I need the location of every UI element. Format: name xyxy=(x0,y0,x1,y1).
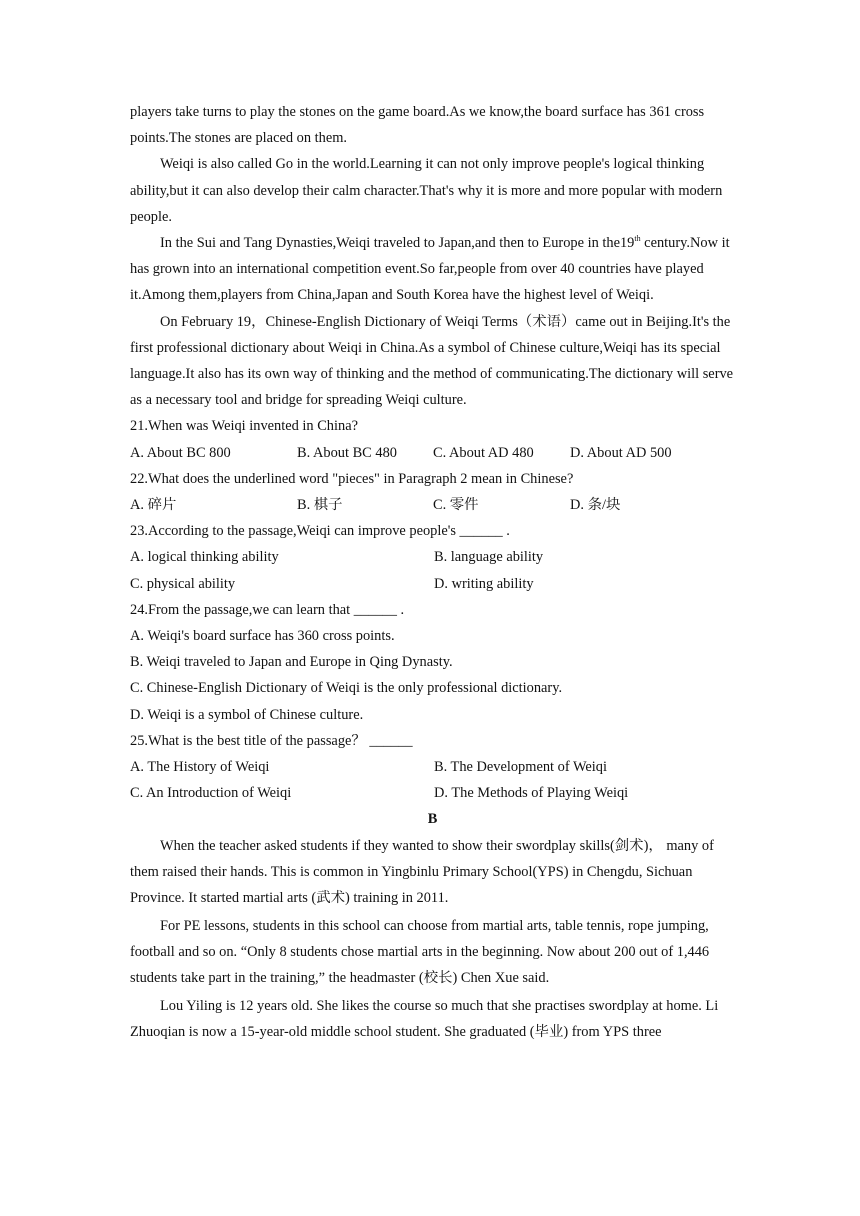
option-b: B. 棋子 xyxy=(297,497,343,514)
option-c: C. physical ability xyxy=(130,575,236,592)
option-a: A. Weiqi's board surface has 360 cross points. xyxy=(130,628,395,645)
option-c: C. About AD 480 xyxy=(433,444,534,461)
option-d: D. 条/块 xyxy=(570,497,621,514)
passage-a-paragraph-3 xyxy=(130,230,735,309)
option-c: C. 零件 xyxy=(433,497,479,514)
passage-a-paragraph-4: On February 19，Chinese-English Dictionary of Weiqi Terms（术语）came out in Beijing.It's the first professional dictionary about Weiqi in China.As a symbol of Chinese culture,Weiqi has its special language.It also has its own way of thinking and the method of communicating.The dictionary will serve as a necessary tool and bridge for spreading Weiqi culture. xyxy=(130,313,734,409)
passage-a-p3-part-1: In the Sui and Tang Dynasties,Weiqi traveled to Japan,and then to Europe in the19 xyxy=(160,235,635,252)
option-b: B. Weiqi traveled to Japan and Europe in Qing Dynasty. xyxy=(130,654,453,671)
superscript-th: th xyxy=(634,234,641,244)
passage-a-paragraph-2: Weiqi is also called Go in the world.Learning it can not only improve people's logical thinking ability,but it can also develop their calm character.That's why it is more and more popular with modern people. xyxy=(130,156,723,225)
question-21-options xyxy=(130,440,735,466)
option-a: A. The History of Weiqi xyxy=(130,759,270,776)
option-a: A. 碎片 xyxy=(130,497,177,514)
question-25-options-row-1 xyxy=(130,754,735,780)
question-23-options-row-2 xyxy=(130,571,735,597)
option-a: A. logical thinking ability xyxy=(130,549,279,566)
question-24: 24.From the passage,we can learn that ______ . xyxy=(130,601,405,618)
option-d: D. The Methods of Playing Weiqi xyxy=(434,785,629,802)
option-b: B. language ability xyxy=(434,549,544,566)
question-25-options-row-2 xyxy=(130,780,735,806)
option-d: D. About AD 500 xyxy=(570,444,672,461)
option-d: D. writing ability xyxy=(434,575,534,592)
question-23: 23.According to the passage,Weiqi can improve people's ______ . xyxy=(130,523,510,540)
passage-b-paragraph-1: When the teacher asked students if they wanted to show their swordplay skills(剑术)， many of them raised their hands. This is common in Yingbinlu Primary School(YPS) in Chengdu, Sichuan Province. It started martial arts (武术) training in 2011. xyxy=(130,837,714,907)
option-b: B. About BC 480 xyxy=(297,444,397,461)
question-25: 25.What is the best title of the passage？ ______ xyxy=(130,732,413,749)
option-c: C. Chinese-English Dictionary of Weiqi is the only professional dictionary. xyxy=(130,680,563,697)
option-b: B. The Development of Weiqi xyxy=(434,759,607,776)
question-22-options xyxy=(130,492,735,518)
question-21: 21.When was Weiqi invented in China? xyxy=(130,418,358,435)
question-22: 22.What does the underlined word "pieces" in Paragraph 2 mean in Chinese? xyxy=(130,470,574,487)
section-heading-b: B xyxy=(427,811,438,828)
passage-a-paragraph-1-continued: players take turns to play the stones on the game board.As we know,the board surface has 361 cross points.The stones are placed on them. xyxy=(130,104,705,147)
passage-b-paragraph-3: Lou Yiling is 12 years old. She likes the course so much that she practises swordplay at home. Li Zhuoqian is now a 15-year-old middle school student. She graduated (毕业) from YPS three xyxy=(130,997,719,1041)
option-d: D. Weiqi is a symbol of Chinese culture. xyxy=(130,706,364,723)
option-c: C. An Introduction of Weiqi xyxy=(130,785,292,802)
passage-a-p3-part-2: century.Now it has grown into an international competition event.So far,people from over 40 countries have played it.Among them,players from China,Japan and South Korea have the highest level of Weiqi. xyxy=(130,235,730,304)
passage-b-paragraph-2: For PE lessons, students in this school can choose from martial arts, table tennis, rope jumping, football and so on. “Only 8 students chose martial arts in the beginning. Now about 200 out of 1,446 students take part in the training,” the headmaster (校长) Chen Xue said. xyxy=(130,917,710,987)
option-a: A. About BC 800 xyxy=(130,444,231,461)
document-page xyxy=(130,99,735,1045)
question-23-options-row-1 xyxy=(130,544,735,570)
